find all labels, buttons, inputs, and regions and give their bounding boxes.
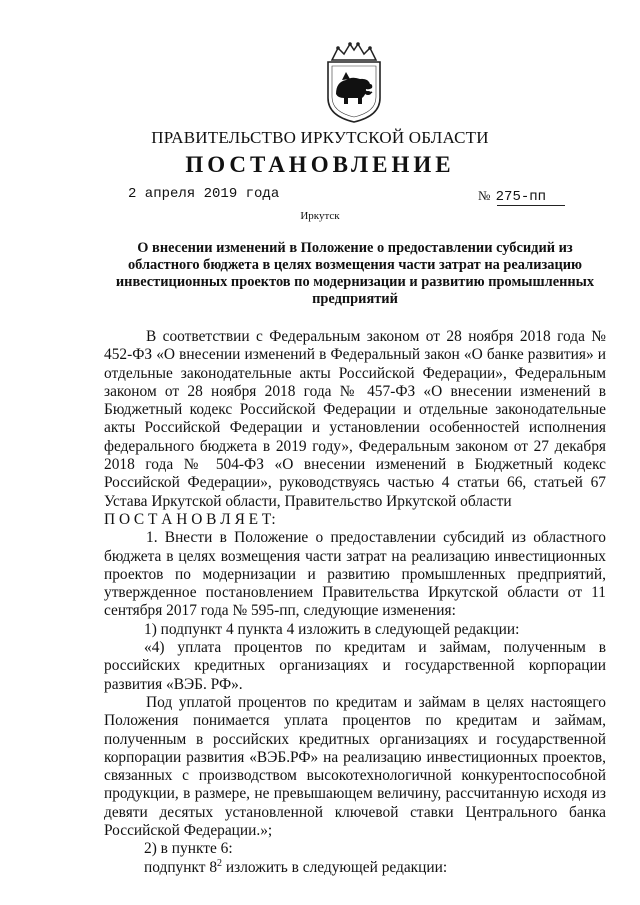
number-sign: № xyxy=(478,188,491,203)
document-city: Иркутск xyxy=(300,210,340,222)
number-underline xyxy=(497,205,565,206)
definition-paragraph: Под уплатой процентов по кредитам и займам в целях настоящего Положения понимается уплата процентов по кредитам и займам, полученным в российских кредитных организациях и государственной корпорации развития «ВЭБ.РФ» на реализацию инвестиционных проектов, связанных с производством высокотехнологичной конкурентоспособной продукции, в размере, не превышающем величину, рассчитанную исходя из девяти десятых установленной ключевой ставки Центрального банка Российской Федерации.»; xyxy=(104,693,606,840)
subitem-2-paragraph: 2) в пункте 6: xyxy=(144,840,233,858)
coat-of-arms-icon xyxy=(322,40,386,124)
document-type: ПОСТАНОВЛЕНИЕ xyxy=(185,152,455,177)
document-title: О внесении изменений в Положение о предоставлении субсидий из областного бюджета в целях возмещения части затрат на реализацию инвестиционных проектов по модернизации и развитию промышленных предприятий xyxy=(115,240,595,307)
subitem-2a-text-start: подпункт 8 xyxy=(144,858,218,876)
item-1-paragraph: 1. Внести в Положение о предоставлении субсидий из областного бюджета в целях возмещения части затрат на реализацию инвестиционных проектов по модернизации и развитию промышленных предприятий, утвержденное постановлением Правительства Иркутской области от 11 сентября 2017 года № 595-пп, следующие изменения: xyxy=(104,529,606,620)
resolves-heading: П О С Т А Н О В Л Я Е Т: xyxy=(104,510,276,528)
superscript: 2 xyxy=(217,857,223,869)
subitem-2a-text-end: изложить в следующей редакции: xyxy=(222,858,448,876)
number-value: 275-пп xyxy=(495,189,547,205)
subitem-2a-paragraph xyxy=(104,859,606,877)
document-body xyxy=(104,328,606,877)
organization-name: ПРАВИТЕЛЬСТВО ИРКУТСКОЙ ОБЛАСТИ xyxy=(151,128,489,147)
subitem-1-paragraph: 1) подпункт 4 пункта 4 изложить в следующей редакции: xyxy=(144,620,520,638)
preamble-paragraph: В соответствии с Федеральным законом от 28 ноября 2018 года № 452-ФЗ «О внесении изменений в Федеральный закон «О банке развития» и отдельные законодательные акты Российской Федерации», Федеральным законом от 28 ноября 2018 года № 457-ФЗ «О внесении изменений в Бюджетный кодекс Российской Федерации и отдельные законодательные акты Российской Федерации и установлении особенностей исполнения федерального бюджета в 2019 году», Федеральным законом от 27 декабря 2018 года № 504-ФЗ «О внесении изменений в Бюджетный кодекс Российской Федерации», руководствуясь частью 4 статьи 66, статьей 67 Устава Иркутской области, Правительство Иркутской области xyxy=(104,328,606,510)
document-number xyxy=(478,188,546,205)
document-date: 2 апреля 2019 года xyxy=(128,186,280,202)
quote-paragraph: «4) уплата процентов по кредитам и займам, полученным в российских кредитных организациях и государственной корпорации развития «ВЭБ. РФ». xyxy=(104,639,606,693)
